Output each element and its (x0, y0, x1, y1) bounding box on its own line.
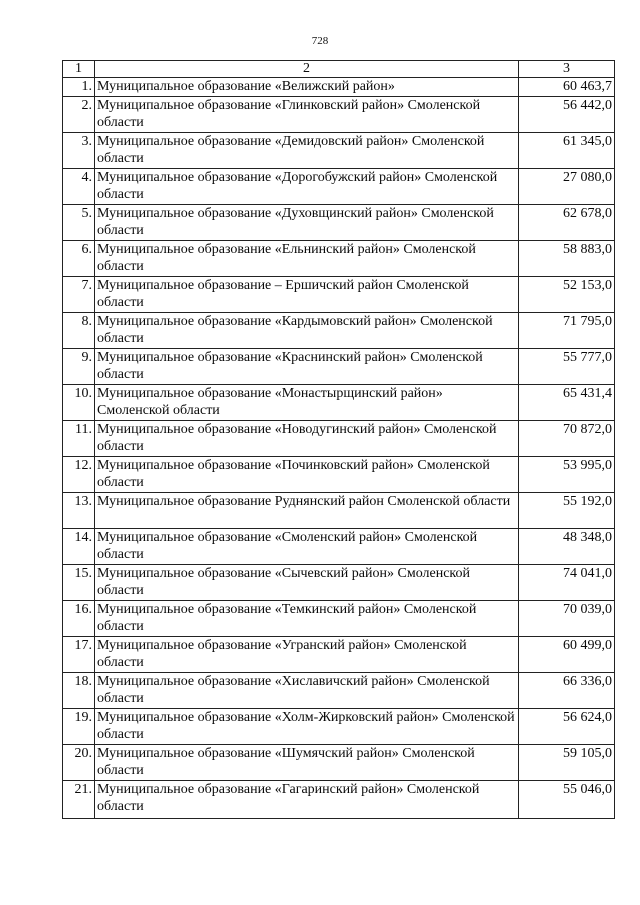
row-value: 70 872,0 (519, 421, 615, 457)
row-value: 55 192,0 (519, 493, 615, 529)
row-number: 5. (63, 205, 95, 241)
row-value: 65 431,4 (519, 385, 615, 421)
row-name: Муниципальное образование «Велижский район» (95, 78, 519, 97)
table-row (63, 673, 615, 709)
table-row (63, 637, 615, 673)
table-row (63, 457, 615, 493)
row-name: Муниципальное образование «Темкинский район» Смоленской области (95, 601, 519, 637)
row-name: Муниципальное образование «Смоленский район» Смоленской области (95, 529, 519, 565)
row-number: 6. (63, 241, 95, 277)
row-value: 61 345,0 (519, 133, 615, 169)
row-number: 3. (63, 133, 95, 169)
row-value: 66 336,0 (519, 673, 615, 709)
column-header-number: 1 (63, 61, 95, 78)
row-number: 14. (63, 529, 95, 565)
row-number: 13. (63, 493, 95, 529)
row-number: 1. (63, 78, 95, 97)
table-row (63, 781, 615, 819)
table-row (63, 97, 615, 133)
page-number: 728 (311, 35, 329, 47)
row-name: Муниципальное образование «Духовщинский район» Смоленской области (95, 205, 519, 241)
row-value: 59 105,0 (519, 745, 615, 781)
table-row (63, 421, 615, 457)
row-name: Муниципальное образование «Демидовский район» Смоленской области (95, 133, 519, 169)
row-number: 10. (63, 385, 95, 421)
row-value: 53 995,0 (519, 457, 615, 493)
row-name: Муниципальное образование «Хиславичский район» Смоленской области (95, 673, 519, 709)
table-row (63, 745, 615, 781)
table-row (63, 277, 615, 313)
row-name: Муниципальное образование «Кардымовский район» Смоленской области (95, 313, 519, 349)
row-name: Муниципальное образование «Шумячский район» Смоленской области (95, 745, 519, 781)
row-number: 21. (63, 781, 95, 819)
row-number: 2. (63, 97, 95, 133)
row-number: 12. (63, 457, 95, 493)
row-number: 19. (63, 709, 95, 745)
row-name: Муниципальное образование – Ершичский район Смоленской области (95, 277, 519, 313)
table-body (63, 78, 615, 819)
row-value: 71 795,0 (519, 313, 615, 349)
row-name: Муниципальное образование «Глинковский район» Смоленской области (95, 97, 519, 133)
row-name: Муниципальное образование «Монастырщинский район» Смоленской области (95, 385, 519, 421)
table-row (63, 385, 615, 421)
table-row (63, 565, 615, 601)
row-name: Муниципальное образование «Починковский район» Смоленской области (95, 457, 519, 493)
row-value: 62 678,0 (519, 205, 615, 241)
column-header-value: 3 (519, 61, 615, 78)
row-name: Муниципальное образование «Новодугинский район» Смоленской области (95, 421, 519, 457)
column-header-name: 2 (95, 61, 519, 78)
row-name: Муниципальное образование «Гагаринский район» Смоленской области (95, 781, 519, 819)
row-number: 4. (63, 169, 95, 205)
row-value: 55 046,0 (519, 781, 615, 819)
table-row (63, 313, 615, 349)
municipality-table (62, 60, 615, 819)
row-number: 20. (63, 745, 95, 781)
table-row (63, 241, 615, 277)
row-value: 58 883,0 (519, 241, 615, 277)
row-value: 56 442,0 (519, 97, 615, 133)
table-row (63, 205, 615, 241)
table-row (63, 349, 615, 385)
row-number: 11. (63, 421, 95, 457)
row-name: Муниципальное образование «Сычевский район» Смоленской области (95, 565, 519, 601)
row-number: 18. (63, 673, 95, 709)
table-row (63, 601, 615, 637)
table-row (63, 709, 615, 745)
row-name: Муниципальное образование «Краснинский район» Смоленской области (95, 349, 519, 385)
table-row (63, 493, 615, 529)
row-value: 27 080,0 (519, 169, 615, 205)
row-name: Муниципальное образование «Холм-Жирковский район» Смоленской области (95, 709, 519, 745)
table-row (63, 529, 615, 565)
row-name: Муниципальное образование «Угранский район» Смоленской области (95, 637, 519, 673)
row-name: Муниципальное образование «Ельнинский район» Смоленской области (95, 241, 519, 277)
row-value: 70 039,0 (519, 601, 615, 637)
row-value: 56 624,0 (519, 709, 615, 745)
row-value: 60 499,0 (519, 637, 615, 673)
row-number: 17. (63, 637, 95, 673)
row-number: 8. (63, 313, 95, 349)
row-name: Муниципальное образование Руднянский район Смоленской области (95, 493, 519, 529)
table-row (63, 133, 615, 169)
table-row (63, 169, 615, 205)
row-number: 16. (63, 601, 95, 637)
row-value: 55 777,0 (519, 349, 615, 385)
table-header-row (63, 61, 615, 78)
row-value: 60 463,7 (519, 78, 615, 97)
row-value: 52 153,0 (519, 277, 615, 313)
row-value: 48 348,0 (519, 529, 615, 565)
row-number: 15. (63, 565, 95, 601)
table-row (63, 78, 615, 97)
row-value: 74 041,0 (519, 565, 615, 601)
row-name: Муниципальное образование «Дорогобужский район» Смоленской области (95, 169, 519, 205)
row-number: 7. (63, 277, 95, 313)
row-number: 9. (63, 349, 95, 385)
